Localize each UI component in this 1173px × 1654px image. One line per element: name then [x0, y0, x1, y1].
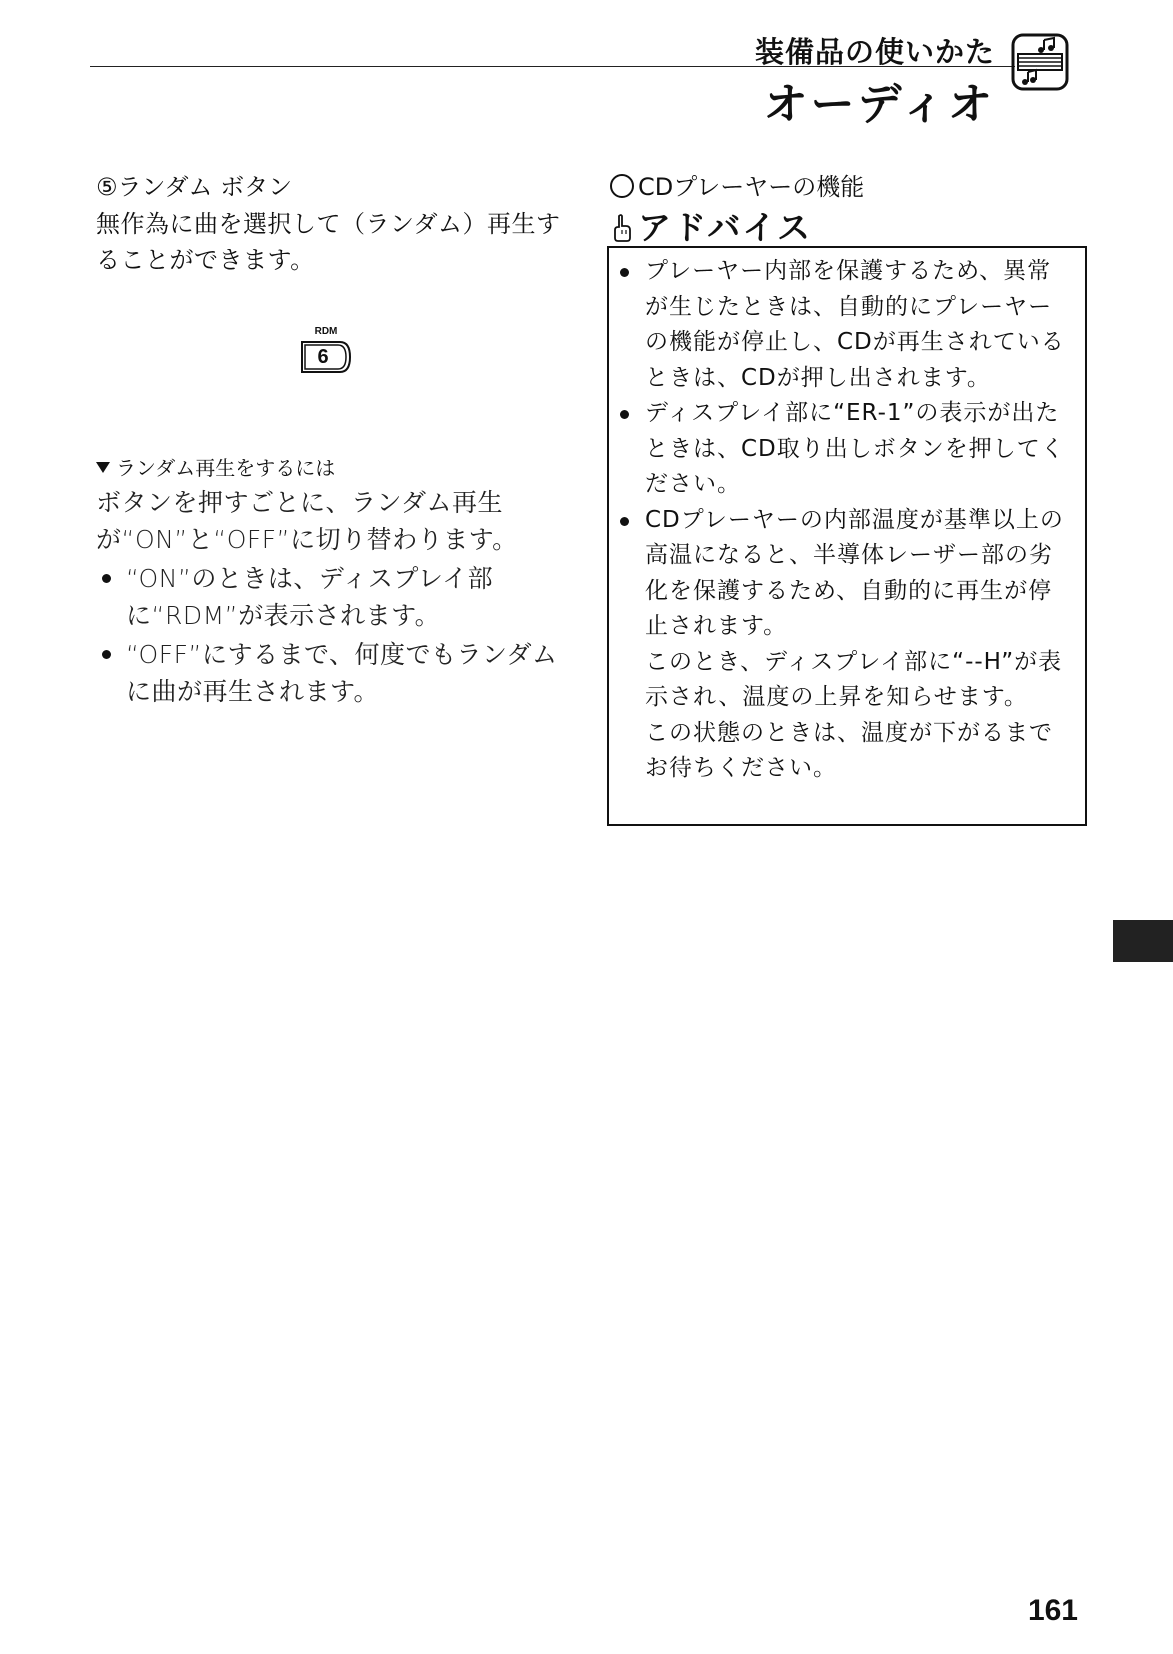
advice-heading-text: アドバイス — [638, 208, 813, 247]
pointing-hand-icon — [612, 214, 632, 242]
list-item — [645, 254, 1075, 396]
list-item — [645, 503, 1075, 645]
random-description: ボタンを押すごとに、ランダム再生が“ON”と“OFF”に切り替わります。 — [96, 488, 518, 554]
advice-item-text: ディスプレイ部に“ER-1”の表示が出たときは、CD取り出しボタンを押してください。 — [645, 400, 1065, 497]
random-instructions — [96, 484, 566, 710]
random-subheading — [96, 452, 335, 481]
advice-box — [607, 246, 1087, 826]
bullet-icon — [102, 574, 111, 583]
list-item — [645, 396, 1075, 503]
triangle-down-icon — [96, 462, 110, 473]
random-intro: 無作為に曲を選択して（ランダム）再生することができます。 — [96, 210, 561, 274]
list-item — [96, 636, 566, 710]
cd-player-heading — [610, 170, 864, 204]
advice-continuation: このとき、ディスプレイ部に“--H”が表示され、温度の上昇を知らせます。 — [645, 648, 1063, 710]
bullet-icon — [620, 517, 629, 526]
header-divider — [90, 66, 1015, 67]
circle-icon — [610, 174, 634, 198]
chapter-title: オーディオ — [763, 79, 995, 130]
section-heading-random: ⑤ランダム ボタン — [96, 173, 293, 201]
rdm-button-label: RDM — [314, 326, 338, 337]
bullet-icon — [620, 410, 629, 419]
advice-continuation: この状態のときは、温度が下がるまでお待ちください。 — [645, 719, 1053, 781]
advice-item-text: プレーヤー内部を保護するため、異常が生じたときは、自動的にプレーヤーの機能が停止し、CDが再生されているときは、CDが押し出されます。 — [645, 258, 1065, 391]
list-item-text: “OFF”にするまで、何度でもランダムに曲が再生されます。 — [126, 640, 558, 706]
rdm-key-number: 6 — [317, 346, 329, 368]
list-item — [96, 560, 566, 634]
advice-heading — [612, 202, 812, 249]
advice-item-text: CDプレーヤーの内部温度が基準以上の高温になると、半導体レーザー部の劣化を保護するため、自動的に再生が停止されます。 — [645, 506, 1064, 639]
bullet-icon — [620, 268, 629, 277]
cd-player-heading-text: CDプレーヤーの機能 — [638, 173, 865, 201]
chapter-tab-marker — [1113, 920, 1173, 962]
bullet-icon — [102, 650, 111, 659]
music-note-icon — [1010, 32, 1070, 92]
random-subheading-text: ランダム再生をするには — [116, 456, 336, 480]
rdm-button-illustration — [296, 326, 360, 382]
page-number: 161 — [1027, 1594, 1078, 1627]
list-item-text: “ON”のときは、ディスプレイ部に“RDM”が表示されます。 — [126, 564, 494, 630]
chapter-subtitle: 装備品の使いかた — [754, 35, 995, 69]
left-column — [96, 170, 566, 278]
